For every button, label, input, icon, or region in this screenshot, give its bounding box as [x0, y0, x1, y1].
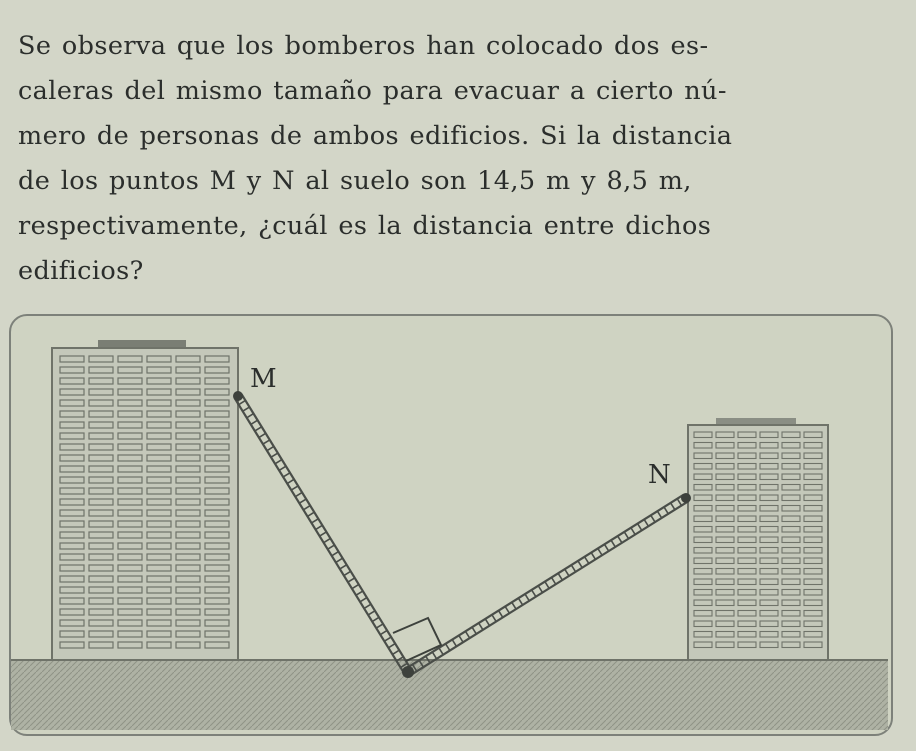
ladder-rung — [472, 627, 476, 634]
ladder-rung — [638, 524, 642, 531]
problem-line: respectivamente, ¿cuál es la distancia entre dichos — [18, 211, 712, 241]
ladder-rung — [571, 565, 575, 572]
ladder-rung — [275, 460, 282, 464]
ladder-n — [406, 495, 688, 676]
ladder-rung — [585, 557, 589, 564]
problem-line: Se observa que los bomberos han colocado dos es- — [18, 31, 709, 61]
ladder-rung — [287, 479, 294, 483]
ladder-rung — [376, 624, 383, 628]
ladder-rung — [271, 453, 278, 457]
problem-line: de los puntos M y N al suelo son 14,5 m y 8,5 m, — [18, 166, 692, 196]
ladder-rung — [336, 558, 343, 562]
ladder-rung — [677, 499, 681, 506]
point-m — [233, 391, 243, 401]
ladder-rung — [492, 615, 496, 622]
ladder-rung — [332, 552, 339, 556]
ladder-rung — [251, 420, 258, 424]
ladder-rung — [459, 635, 463, 642]
ladder-rung — [565, 569, 569, 576]
left-building — [52, 340, 238, 660]
ladder-rung — [303, 506, 310, 510]
ladder-rung — [618, 536, 622, 543]
ladder-rung — [243, 407, 250, 411]
ladder-rung — [259, 433, 266, 437]
ladder-rung — [352, 584, 359, 588]
ladder-rung — [255, 427, 262, 431]
ladder-rung — [340, 565, 347, 569]
point-m-label: M — [250, 364, 277, 394]
problem-line: edificios? — [18, 256, 144, 286]
ladder-rung — [384, 637, 391, 641]
ladder-rung — [664, 507, 668, 514]
ladder-rung — [311, 519, 318, 523]
ladder-rung — [263, 440, 270, 444]
ladder-rung — [651, 515, 655, 522]
point-n — [681, 493, 691, 503]
ladder-rung — [598, 548, 602, 555]
ladder-m — [235, 394, 412, 674]
ladder-rung — [356, 591, 363, 595]
ladder-rung — [446, 644, 450, 651]
ladder-rung — [485, 619, 489, 626]
ladder-rung — [551, 577, 555, 584]
ladder-rung — [360, 598, 367, 602]
right-building — [688, 418, 828, 660]
ladder-rung — [247, 414, 254, 418]
problem-line: caleras del mismo tamaño para evacuar a cierto nú- — [18, 76, 727, 106]
ladder-rung — [388, 644, 395, 648]
ladder-rung — [538, 586, 542, 593]
ladder-rung — [578, 561, 582, 568]
ladder-rung — [328, 545, 335, 549]
ladder-rung — [295, 492, 302, 496]
ladder-rung — [644, 519, 648, 526]
ladder-rung — [307, 512, 314, 516]
ladder-rung — [657, 511, 661, 518]
ladder-rung — [239, 400, 246, 404]
point-n-label: N — [648, 460, 671, 490]
ladder-rung — [505, 606, 509, 613]
ladder-rung — [324, 538, 331, 542]
ladder-rung — [279, 466, 286, 470]
ladder-rung — [267, 446, 274, 450]
ladder-rung — [465, 631, 469, 638]
ladder-rung — [532, 590, 536, 597]
ladder-rung — [320, 532, 327, 536]
ladder-rung — [479, 623, 483, 630]
ladder-rung — [631, 528, 635, 535]
ladder-rung — [291, 486, 298, 490]
ladder-rung — [348, 578, 355, 582]
ladder-rung — [372, 617, 379, 621]
ladder-rung — [545, 582, 549, 589]
ladder-rung — [499, 611, 503, 618]
ladder-rung — [624, 532, 628, 539]
ladder-rung — [671, 503, 675, 510]
ladder-rung — [518, 598, 522, 605]
ladder-rung — [611, 540, 615, 547]
ladder-rung — [368, 611, 375, 615]
ladder-rung — [344, 571, 351, 575]
problem-line: mero de personas de ambos edificios. Si la distancia — [18, 121, 733, 151]
ladder-rung — [432, 652, 436, 659]
ladder-rung — [364, 604, 371, 608]
ladder-rung — [283, 473, 290, 477]
ladder-rung — [604, 544, 608, 551]
ladder-rung — [380, 630, 387, 634]
ladder-rung — [299, 499, 306, 503]
ladder-rung — [316, 525, 323, 529]
ladder-base-point — [402, 666, 414, 678]
ladder-rung — [591, 553, 595, 560]
ladder-rung — [512, 602, 516, 609]
ladder-rung — [525, 594, 529, 601]
ladder-rung — [452, 640, 456, 647]
ground — [11, 660, 888, 730]
ladder-rung — [558, 573, 562, 580]
ladder-rung — [439, 648, 443, 655]
ladder-rung — [392, 650, 399, 654]
